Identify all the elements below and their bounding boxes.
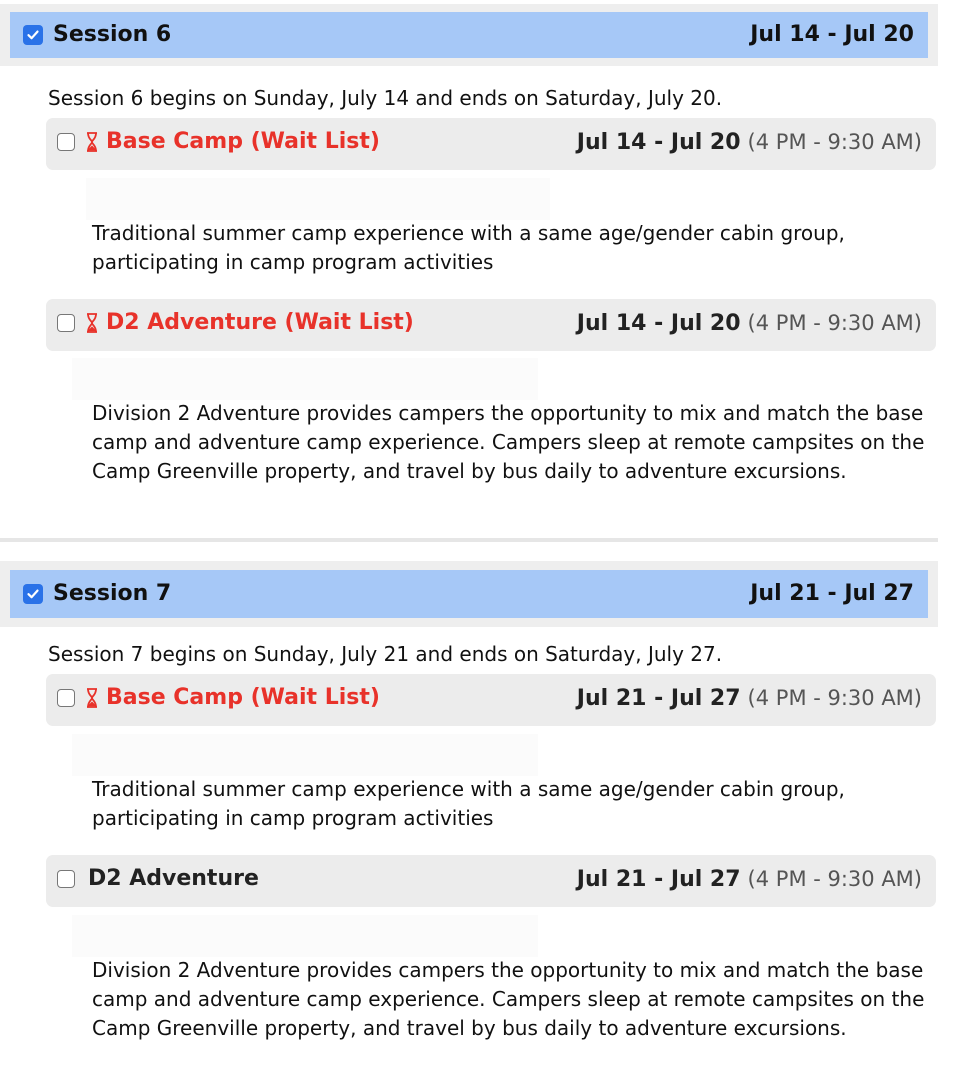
checkmark-icon (26, 28, 40, 42)
program-row-d2-adventure[interactable] (46, 299, 936, 351)
session-dates: Jul 14 - Jul 20 (750, 22, 914, 47)
program-date-range: Jul 21 - Jul 27 (576, 867, 741, 892)
program-description: Traditional summer camp experience with a same age/gender cabin group, participating in camp program activities (92, 777, 845, 830)
program-time: (4 PM - 9:30 AM) (747, 867, 922, 891)
program-checkbox[interactable] (57, 870, 75, 888)
program-description: Division 2 Adventure provides campers the opportunity to mix and match the base camp and adventure camp experience. Campers sleep at remote campsites on the Camp Greenville property, and travel by bus daily to adventure excursions. (92, 401, 925, 483)
program-checkbox[interactable] (57, 689, 75, 707)
program-date-range: Jul 21 - Jul 27 (576, 686, 741, 711)
program-row-d2-adventure[interactable] (46, 855, 936, 907)
hourglass-icon (85, 131, 99, 153)
program-name: Base Camp (Wait List) (106, 685, 380, 710)
program-image-placeholder (86, 178, 550, 220)
hourglass-icon (85, 312, 99, 334)
session-description: Session 6 begins on Sunday, July 14 and ends on Saturday, July 20. (48, 86, 723, 110)
session-dates: Jul 21 - Jul 27 (750, 581, 914, 606)
program-name: D2 Adventure (88, 866, 259, 891)
program-name: Base Camp (Wait List) (106, 129, 380, 154)
program-description: Division 2 Adventure provides campers the opportunity to mix and match the base camp and adventure camp experience. Campers sleep at remote campsites on the Camp Greenville property, and travel by bus daily to adventure excursions. (92, 958, 925, 1040)
program-dates (577, 129, 922, 156)
checkmark-icon (26, 587, 40, 601)
session-description: Session 7 begins on Sunday, July 21 and ends on Saturday, July 27. (48, 642, 723, 666)
hourglass-icon (85, 687, 99, 709)
program-name: D2 Adventure (Wait List) (106, 310, 414, 335)
session-6-checkbox[interactable] (23, 25, 43, 45)
program-row-base-camp[interactable] (46, 118, 936, 170)
session-7-header-container (0, 561, 938, 627)
session-6-header-container (0, 4, 938, 66)
program-dates (577, 866, 922, 893)
program-time: (4 PM - 9:30 AM) (747, 130, 922, 154)
program-checkbox[interactable] (57, 133, 75, 151)
program-description: Traditional summer camp experience with a same age/gender cabin group, participating in camp program activities (92, 221, 845, 274)
session-6-header[interactable] (10, 12, 928, 58)
session-name: Session 6 (53, 22, 172, 47)
session-divider (0, 538, 938, 542)
session-7-checkbox[interactable] (23, 584, 43, 604)
program-date-range: Jul 14 - Jul 20 (576, 311, 741, 336)
program-dates (577, 685, 922, 712)
program-row-base-camp[interactable] (46, 674, 936, 726)
program-date-range: Jul 14 - Jul 20 (576, 130, 741, 155)
program-image-placeholder (72, 734, 538, 776)
session-7-header[interactable] (10, 570, 928, 618)
program-image-placeholder (72, 915, 538, 957)
program-checkbox[interactable] (57, 314, 75, 332)
program-dates (577, 310, 922, 337)
program-time: (4 PM - 9:30 AM) (747, 311, 922, 335)
session-name: Session 7 (53, 581, 172, 606)
program-time: (4 PM - 9:30 AM) (747, 686, 922, 710)
program-image-placeholder (72, 358, 538, 400)
